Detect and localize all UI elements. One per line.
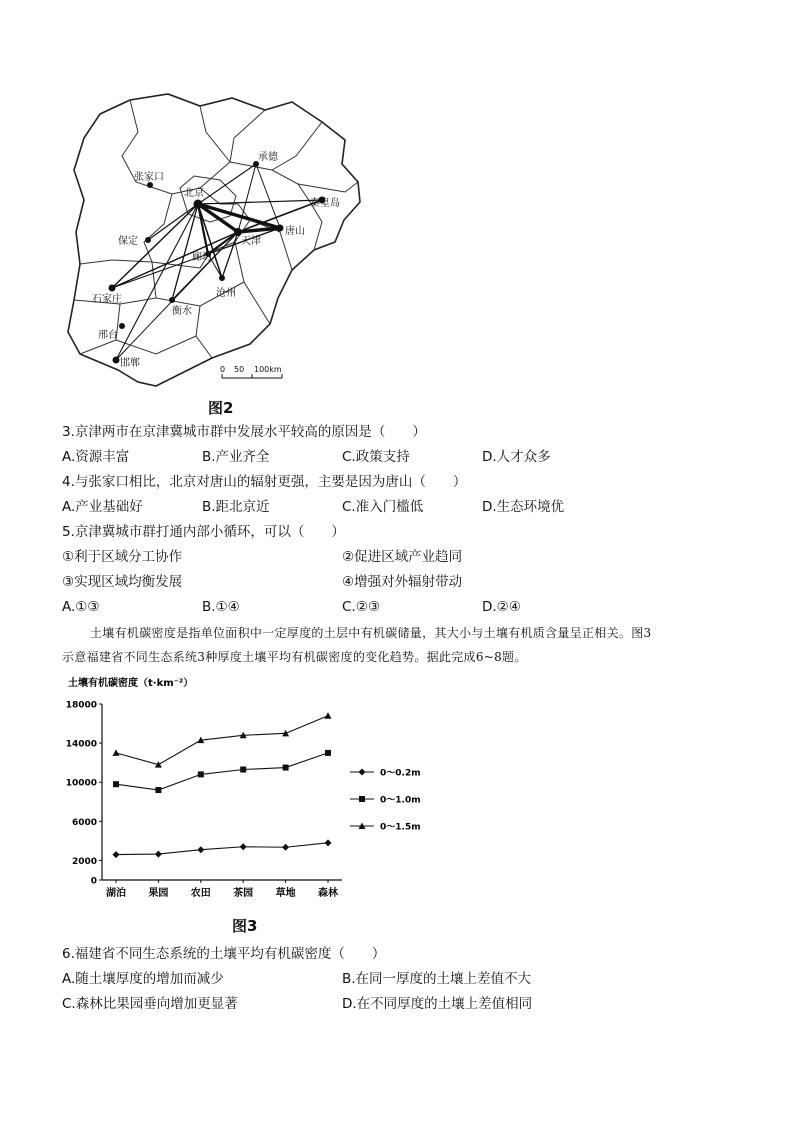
- q3-option-c[interactable]: C.政策支持: [342, 449, 410, 465]
- q4-option-d[interactable]: D.生态环境优: [482, 499, 565, 515]
- passage-line-1: 土壤有机碳密度是指单位面积中一定厚度的土层中有机碳储量，其大小与土壤有机质含量呈正相关。图3: [90, 626, 652, 640]
- city-dot-handan: [113, 357, 120, 364]
- q6-option-d[interactable]: D.在不同厚度的土壤上差值相同: [342, 996, 533, 1012]
- legend-marker-1: [359, 796, 365, 802]
- x-tick-label: 森林: [318, 888, 338, 899]
- y-tick-label: 6000: [71, 817, 97, 828]
- series-0-point: [282, 844, 289, 851]
- passage-line-2: 示意福建省不同生态系统3种厚度土壤平均有机碳密度的变化趋势。据此完成6~8题。: [62, 650, 527, 664]
- q6-option-b[interactable]: B.在同一厚度的土壤上差值不大: [342, 971, 532, 987]
- y-tick-label: 2000: [71, 856, 97, 867]
- legend-label-0: 0～0.2m: [380, 768, 421, 779]
- label-baoding: 保定: [118, 236, 138, 247]
- y-tick-label: 18000: [65, 700, 97, 711]
- soil-carbon-chart: [62, 672, 442, 912]
- city-dot-shijiazhuang: [109, 285, 116, 292]
- series-line-2: [116, 716, 328, 765]
- q5-item-1: ①利于区域分工协作: [62, 549, 183, 565]
- q4-option-a[interactable]: A.产业基础好: [62, 499, 143, 515]
- city-dot-tianjin: [234, 228, 242, 236]
- label-shijiazhuang: 石家庄: [92, 294, 122, 305]
- x-tick-label: 茶园: [233, 888, 254, 899]
- x-tick-label: 湖泊: [106, 888, 126, 899]
- scale-label-0: 0: [220, 365, 226, 374]
- q5-item-3: ③实现区域均衡发展: [62, 574, 183, 590]
- city-dot-baoding: [145, 237, 151, 243]
- jingjinji-map: [60, 92, 370, 392]
- label-tangshan: 唐山: [285, 226, 305, 237]
- chart-title: 土壤有机碳密度（t·km⁻²）: [68, 678, 194, 689]
- city-dot-cangzhou: [219, 275, 225, 281]
- series-0-point: [240, 843, 247, 850]
- series-1-point: [283, 765, 289, 771]
- q5-option-a[interactable]: A.①③: [62, 599, 100, 615]
- x-tick-label: 草地: [275, 888, 296, 899]
- series-1-point: [155, 787, 161, 793]
- q3-option-b[interactable]: B.产业齐全: [202, 449, 270, 465]
- series-1-point: [325, 750, 331, 756]
- legend-marker-0: [359, 769, 366, 776]
- scale-label-100km: 100km: [254, 365, 282, 374]
- label-qinhuangdao: 秦皇岛: [310, 198, 340, 209]
- x-tick-label: 农田: [190, 888, 211, 899]
- label-cangzhou: 沧州: [216, 288, 236, 299]
- label-xingtai: 邢台: [98, 330, 118, 341]
- series-2-point: [325, 712, 332, 719]
- chart-caption: 图3: [232, 917, 258, 935]
- city-dot-tangshan: [277, 225, 284, 232]
- q6-option-c[interactable]: C.森林比果园垂向增加更显著: [62, 996, 238, 1012]
- series-1-point: [113, 781, 119, 787]
- q4-stem: 4.与张家口相比，北京对唐山的辐射更强，主要是因为唐山（ ）: [62, 474, 467, 490]
- q5-option-c[interactable]: C.②③: [342, 599, 380, 615]
- label-hengshui: 衡水: [172, 306, 192, 317]
- series-0-point: [113, 851, 120, 858]
- map-outline: [68, 94, 360, 386]
- q3-option-d[interactable]: D.人才众多: [482, 449, 551, 465]
- city-dot-hengshui: [169, 297, 175, 303]
- q6-stem: 6.福建省不同生态系统的土壤平均有机碳密度（ ）: [62, 946, 386, 962]
- q3-stem: 3.京津两市在京津冀城市群中发展水平较高的原因是（ ）: [62, 424, 426, 440]
- series-line-0: [116, 843, 328, 855]
- series-0-point: [197, 846, 204, 853]
- label-tianjin: 天津: [241, 236, 261, 247]
- label-langfang: 廊坊: [192, 252, 212, 263]
- series-0-point: [325, 839, 332, 846]
- scale-label-50: 50: [234, 365, 245, 374]
- city-dot-xingtai: [119, 323, 125, 329]
- y-tick-label: 14000: [65, 739, 97, 750]
- series-0-point: [155, 851, 162, 858]
- map-caption: 图2: [208, 399, 234, 417]
- y-tick-label: 0: [90, 876, 97, 887]
- label-chengde: 承德: [258, 152, 278, 163]
- series-line-1: [116, 753, 328, 790]
- q5-stem: 5.京津冀城市群打通内部小循环，可以（ ）: [62, 524, 345, 540]
- legend-label-1: 0～1.0m: [380, 795, 421, 806]
- q5-option-d[interactable]: D.②④: [482, 599, 521, 615]
- q3-option-a[interactable]: A.资源丰富: [62, 449, 130, 465]
- label-handan: 邯郸: [120, 358, 140, 369]
- label-beijing: 北京: [184, 188, 204, 199]
- city-dot-beijing: [194, 200, 203, 209]
- series-2-point: [113, 749, 120, 756]
- q5-option-b[interactable]: B.①④: [202, 599, 240, 615]
- q5-item-2: ②促进区域产业趋同: [342, 549, 463, 565]
- q4-option-b[interactable]: B.距北京近: [202, 499, 270, 515]
- q4-option-c[interactable]: C.准入门槛低: [342, 499, 424, 515]
- series-1-point: [198, 771, 204, 777]
- q5-item-4: ④增强对外辐射带动: [342, 574, 463, 590]
- label-zhangjiakou: 张家口: [134, 172, 164, 183]
- x-tick-label: 果园: [148, 888, 169, 899]
- q6-option-a[interactable]: A.随土壤厚度的增加而减少: [62, 971, 224, 987]
- y-tick-label: 10000: [65, 778, 97, 789]
- legend-label-2: 0～1.5m: [380, 822, 421, 833]
- map-scale-bar: [222, 374, 282, 378]
- series-1-point: [240, 767, 246, 773]
